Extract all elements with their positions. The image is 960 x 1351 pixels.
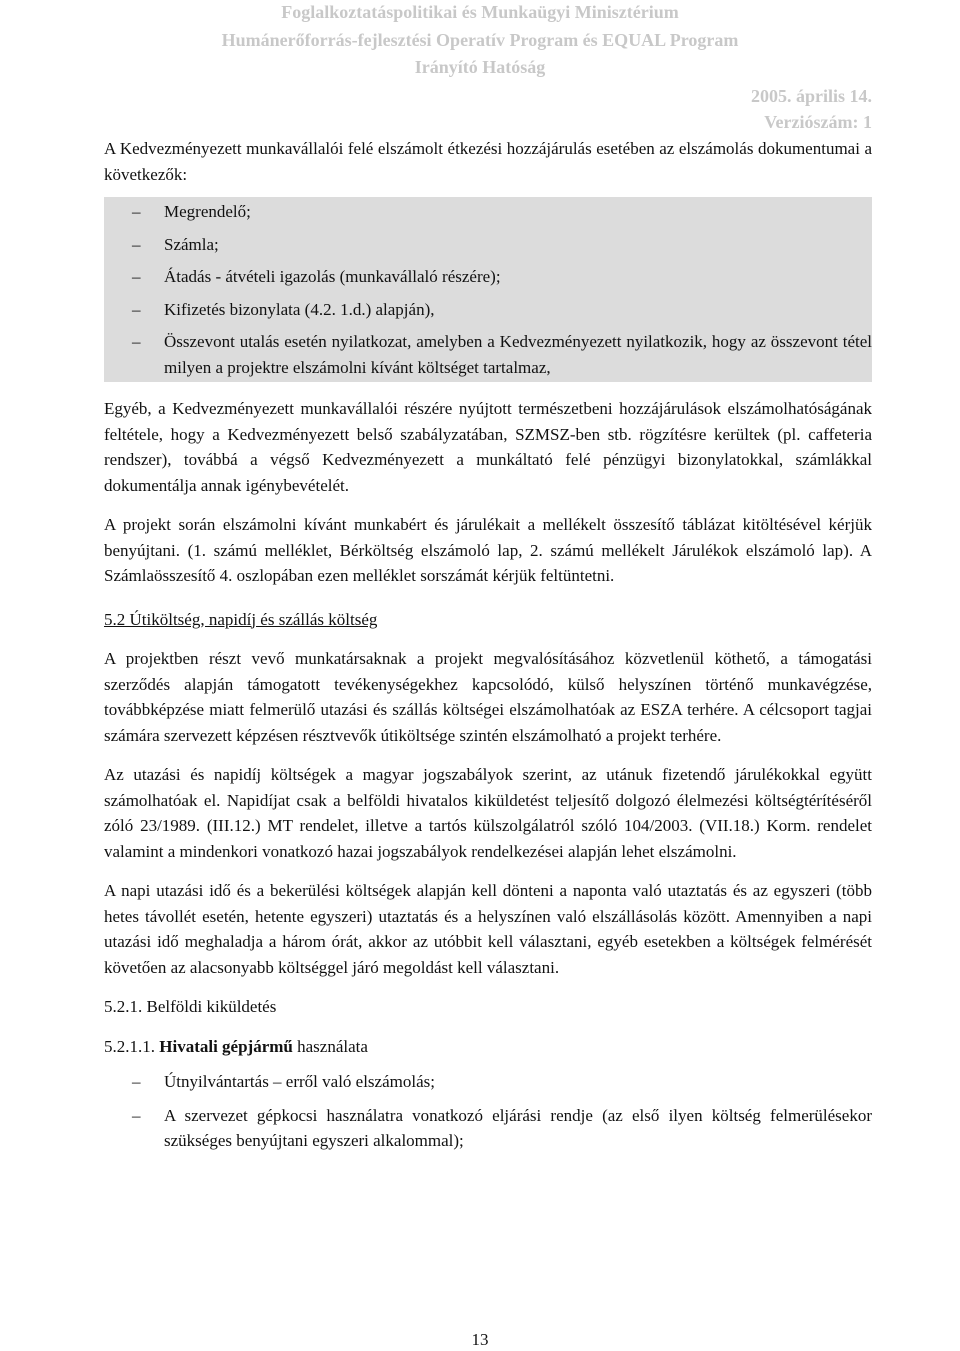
labour-cost-paragraph: A projekt során elszámolni kívánt munkabért és járulékait a mellékelt összesítő táblázat kitöltésével kérjük benyújtani. (1. számú melléklet, Bérköltség elszámoló lap, 2. számú mellékelt Járulékok elszámoló lap). A Számlaösszesítő 4. oszlopában ezen melléklet sorszámát kérjük feltüntetni. xyxy=(104,515,872,585)
travel-paragraph-1: A projektben részt vevő munkatársaknak a projekt megvalósításához közvetlenül köthető, a támogatási szerződés alapján támogatott tevékenységekhez kapcsolódó, külső helyszínen történő munkavégzése, továbbképzése miatt felmerülő utazási és szállás költségei elszámolhatóak az ESZA terhére. A célcsoport tagjai számára szervezett képzésen résztvevők útiköltsége szintén elszámolható a projekt terhére. xyxy=(104,649,872,745)
header-program: Humánerőforrás-fejlesztési Operatív Program és EQUAL Program xyxy=(221,30,739,50)
page-number: 13 xyxy=(471,1330,489,1349)
travel-paragraph-3: A napi utazási idő és a bekerülési költségek alapján kell dönteni a naponta való utaztatás és az egyszeri (több hetes távollét esetén, hetente egyszeri) utaztatás és a helyszínen való elszállásolás között. Amennyiben a napi utazási idő meghaladja a három órát, akkor az utóbbit kell választani, egyéb esetekben a költségek felmérését követően az alacsonyabb költséggel járó megoldást kell választani. xyxy=(104,881,872,977)
list-item: – Számla; xyxy=(132,234,219,254)
list-item: – Kifizetés bizonylata (4.2. 1.d.) alapján), xyxy=(132,299,435,319)
subsection-heading: 5.2.1. Belföldi kiküldetés xyxy=(104,997,277,1016)
list-item: – A szervezet gépkocsi használatra vonatkozó eljárási rendje (az első ilyen költség felmerülésekor szükséges benyújtani egyszeri alkalommal); xyxy=(132,1105,872,1150)
list-item: – Megrendelő; xyxy=(132,202,251,221)
subsubsection-heading: 5.2.1.1. Hivatali gépjármű használata xyxy=(104,1036,368,1056)
documents-list xyxy=(104,197,872,382)
header-date: 2005. április 14. xyxy=(750,86,872,106)
other-benefits-paragraph: Egyéb, a Kedvezményezett munkavállalói részére nyújtott természetbeni hozzájárulások elszámolhatóságának feltétele, hogy a Kedvezményezett belső szabályzatában, SZMSZ-ben stb. rögzítésre kerültek (pl. caffeteria rendszer), továbbá a végső Kedvezményezett a munkáltató felé pénzügyi bizonylatokkal, számlákkal dokumentálja annak igénybevételét. xyxy=(104,399,872,495)
header-authority: Irányító Hatóság xyxy=(414,57,546,77)
header-ministry: Foglalkoztatáspolitikai és Munkaügyi Minisztérium xyxy=(281,2,679,22)
document-body xyxy=(104,136,872,1154)
vehicle-documents-list xyxy=(104,1069,872,1154)
list-item: – Összevont utalás esetén nyilatkozat, amelyben a Kedvezményezett nyilatkozik, hogy az összevont tétel milyen a projektre elszámolni kívánt költséget tartalmaz, xyxy=(132,332,872,377)
travel-paragraph-2: Az utazási és napidíj költségek a magyar jogszabályok szerint, az utánuk fizetendő járulékokkal együtt számolhatóak el. Napidíjat csak a belföldi hivatalos kiküldetést teljesítő dolgozó élelmezési költségtérítéséről zóló 23/1989. (III.12.) MT rendelet, illetve a tartós külszolgálatról szóló 104/2003. (VII.18.) Korm. rendelet valamint a mindenkori vonatkozó hazai jogszabályok rendelkezései alapján lehet elszámolni. xyxy=(104,765,872,861)
list-item: – Útnyilvántartás – erről való elszámolás; xyxy=(132,1072,435,1091)
header-version: Verziószám: 1 xyxy=(764,112,872,132)
intro-paragraph: A Kedvezményezett munkavállalói felé elszámolt étkezési hozzájárulás esetében az elszámolás dokumentumai a következők: xyxy=(104,139,872,184)
section-title: 5.2 Útiköltség, napidíj és szállás költség xyxy=(104,609,378,629)
list-item: – Átadás - átvételi igazolás (munkavállaló részére); xyxy=(132,267,501,286)
